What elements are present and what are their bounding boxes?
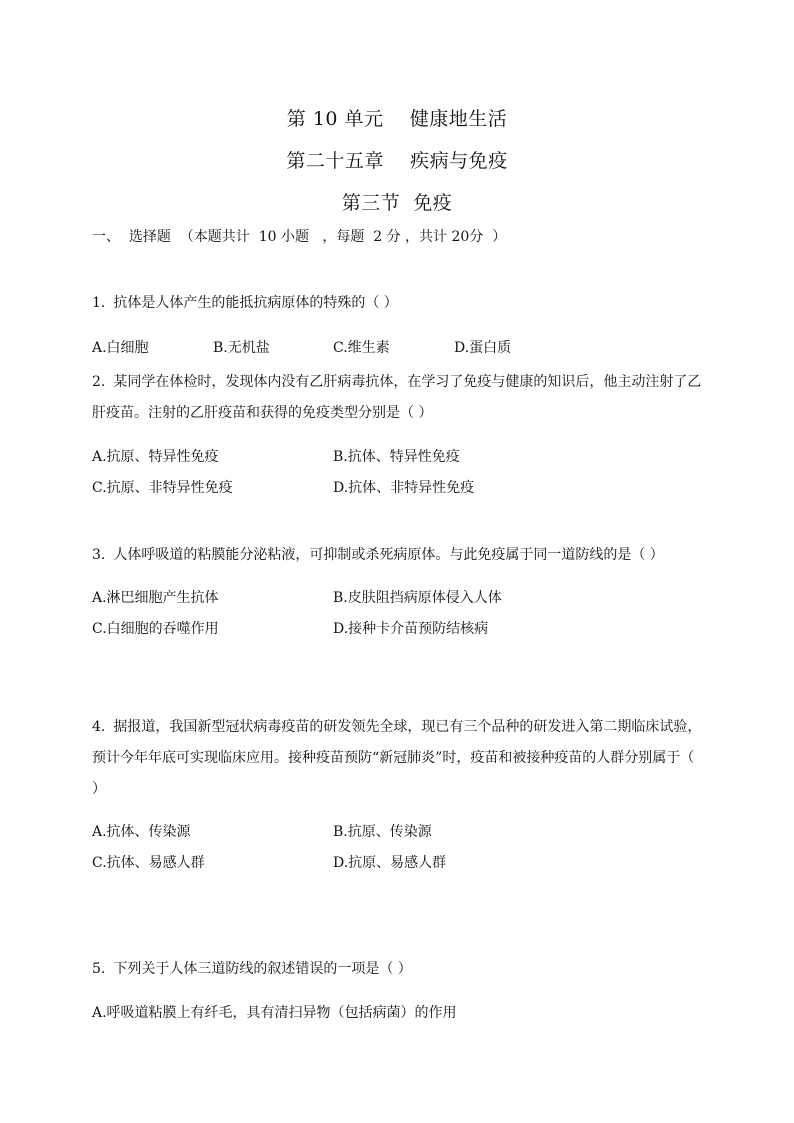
section-title: 第三节 免疫	[341, 192, 453, 214]
question-number: 1.	[92, 295, 106, 311]
option-c: C.抗原、非特异性免疫	[92, 480, 233, 496]
option-a: A.抗体、传染源	[92, 824, 191, 840]
option-b: B.抗原、传染源	[333, 824, 432, 840]
option-c: C.维生素	[333, 340, 390, 356]
question-number: 4.	[92, 719, 106, 735]
option-b: B.抗体、特异性免疫	[333, 449, 460, 465]
unit-title: 第 10 单元 健康地生活	[286, 108, 508, 130]
chapter-title: 第二十五章 疾病与免疫	[286, 150, 508, 172]
option-d: D.接种卡介苗预防结核病	[333, 621, 489, 637]
option-d: D.抗体、非特异性免疫	[333, 480, 475, 496]
option-c: C.抗体、易感人群	[92, 855, 205, 871]
option-a: A.呼吸道粘膜上有纤毛，具有清扫异物（包括病菌）的作用	[92, 1005, 457, 1021]
option-c: C.白细胞的吞噬作用	[92, 621, 219, 637]
option-a: A.淋巴细胞产生抗体	[92, 590, 219, 606]
question-text: 抗体是人体产生的能抵抗病原体的特殊的（ ）	[113, 295, 398, 311]
question-1	[92, 288, 704, 319]
question-2	[92, 367, 704, 429]
question-number: 2.	[92, 374, 106, 390]
option-d: D.蛋白质	[454, 340, 512, 356]
part-heading: 一、 选择题 （本题共计 10 小题 ，每题 2 分 ，共计 20分 ）	[92, 229, 507, 245]
option-b: B.皮肤阻挡病原体侵入人体	[333, 590, 502, 606]
question-text: 人体呼吸道的粘膜能分泌粘液，可抑制或杀死病原体。与此免疫属于同一道防线的是（ ）	[113, 547, 664, 563]
question-text: 据报道，我国新型冠状病毒疫苗的研发领先全球，现已有三个品种的研发进入第二期临床试验，预计今年年底可实现临床应用。接种疫苗预防“新冠肺炎”时，疫苗和被接种疫苗的人群分别属于（ ）	[92, 719, 702, 797]
question-number: 3.	[92, 547, 106, 563]
option-b: B.无机盐	[213, 340, 270, 356]
question-number: 5.	[92, 961, 106, 977]
question-text: 某同学在体检时，发现体内没有乙肝病毒抗体，在学习了免疫与健康的知识后，他主动注射了乙肝疫苗。注射的乙肝疫苗和获得的免疫类型分别是（ ）	[92, 374, 702, 421]
option-d: D.抗原、易感人群	[333, 855, 447, 871]
question-3	[92, 540, 704, 571]
option-a: A.白细胞	[92, 340, 149, 356]
question-4	[92, 712, 704, 805]
question-text: 下列关于人体三道防线的叙述错误的一项是（ ）	[113, 961, 412, 977]
option-a: A.抗原、特异性免疫	[92, 449, 219, 465]
question-5	[92, 954, 704, 985]
